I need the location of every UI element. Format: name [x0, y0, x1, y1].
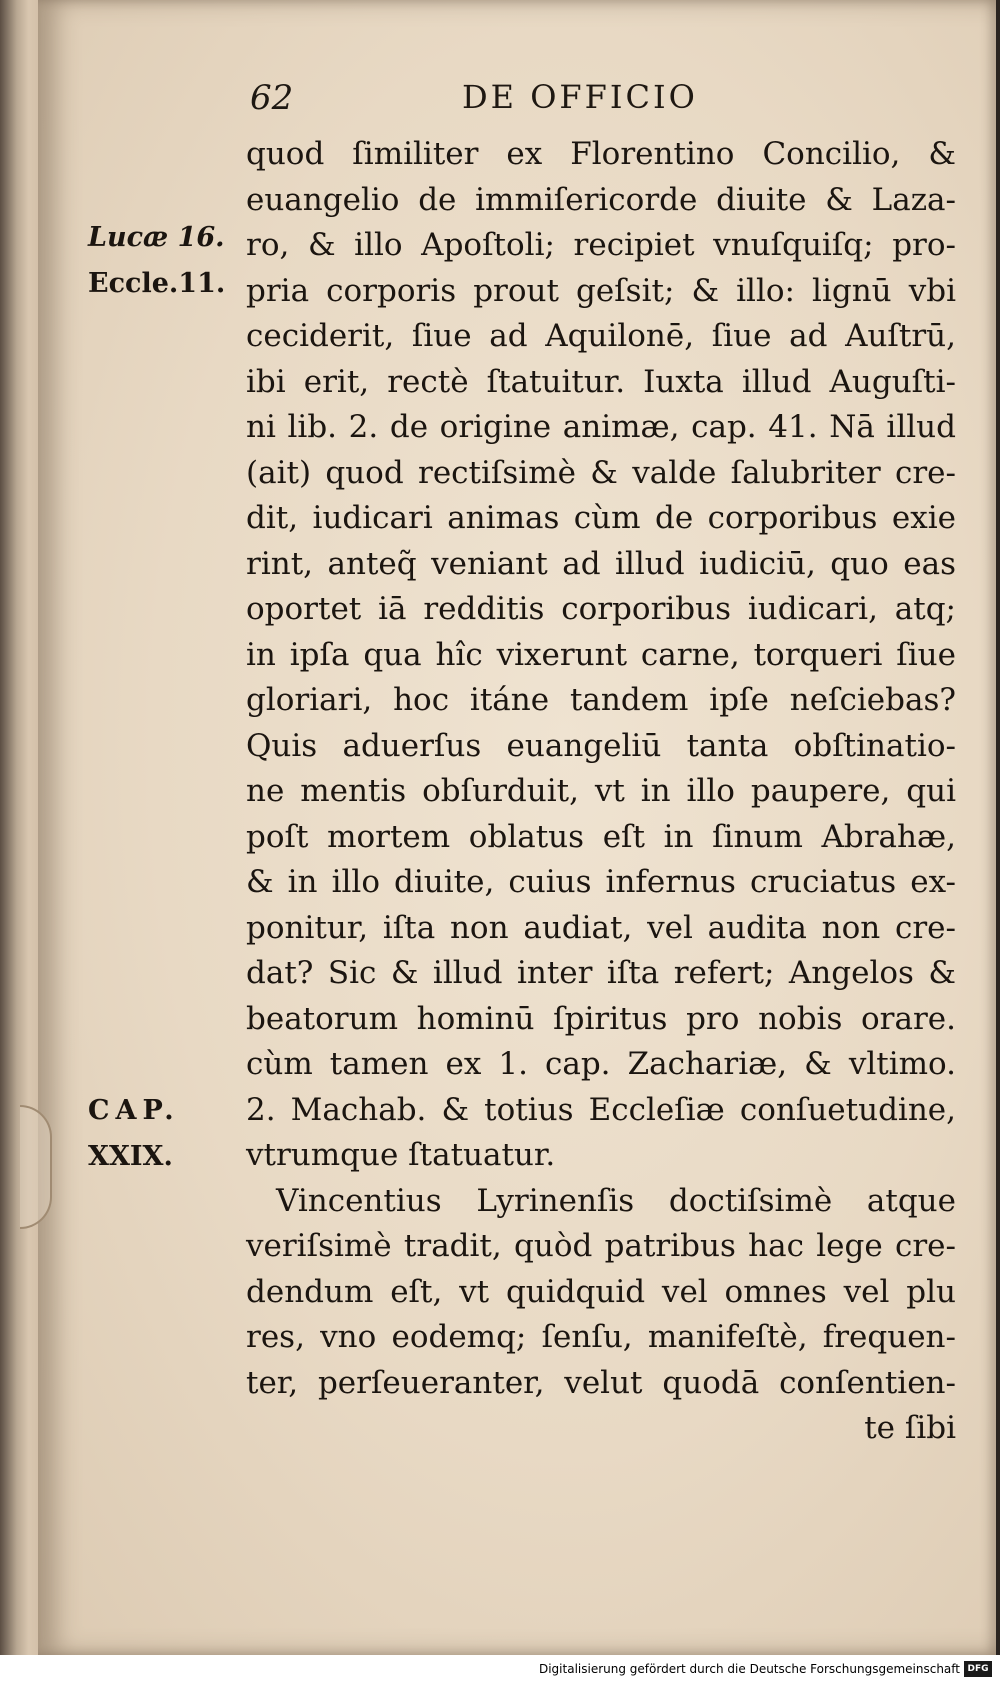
text-line: & in illo diuite, cuius infernus cruciatus ex-	[246, 864, 956, 900]
text-line: res, vno eodemq; ſenſu, manifeſtè, frequen-	[246, 1319, 956, 1355]
text-line: pria corporis prout geſsit; & illo: lignū vbi	[246, 272, 956, 309]
margin-note-lucae: Lucæ 16.	[88, 222, 225, 253]
text-line: ro, & illo Apoſtoli; recipiet vnuſquiſq; pro-	[246, 227, 956, 263]
margin-note-eccle: Eccle.11.	[88, 268, 226, 299]
text-line: in ipſa qua hîc vixerunt carne, torqueri ſiue	[246, 636, 956, 673]
text-line: ibi erit, rectè ſtatuitur. Iuxta illud Auguſti-	[246, 363, 956, 400]
text-line: dendum eſt, vt quidquid vel omnes vel plu	[246, 1273, 956, 1310]
footer-bar	[0, 1655, 1000, 1686]
text-line: dat? Sic & illud inter iſta refert; Angelos &	[246, 955, 956, 991]
margin-note-chapter: CAP.	[88, 1095, 180, 1126]
text-line: vtrumque ſtatuatur.	[246, 1137, 556, 1173]
page-header	[240, 78, 880, 128]
text-line: gloriari, hoc itáne tandem ipſe neſciebas?	[246, 682, 956, 718]
text-line: Vincentius Lyrinenſis doctiſsimè atque	[276, 1182, 956, 1219]
text-line: (ait) quod rectiſsimè & valde ſalubriter cre-	[246, 454, 956, 491]
text-line: ter, perſeueranter, velut quodā conſentien-	[246, 1364, 956, 1401]
text-line: ne mentis obſurduit, vt in illo paupere, qui	[246, 773, 956, 809]
text-line: Quis aduerſus euangeliū tanta obſtinatio-	[246, 727, 956, 764]
margin-note-chapter-number: XXIX.	[88, 1141, 173, 1172]
text-line: veriſsimè tradit, quòd patribus hac lege cre-	[246, 1228, 956, 1264]
text-line: oportet iā redditis corporibus iudicari, atq;	[246, 591, 956, 627]
text-line: beatorum hominū ſpiritus pro nobis orare.	[246, 1000, 956, 1037]
text-line: poſt mortem oblatus eſt in ſinum Abrahæ,	[246, 818, 956, 855]
text-line: dit, iudicari animas cùm de corporibus exie	[246, 500, 956, 536]
running-head: DE OFFICIO	[462, 78, 698, 116]
body-text	[246, 132, 956, 1452]
text-line: 2. Machab. & totius Eccleſiæ conſuetudine,	[246, 1091, 956, 1128]
text-line: cùm tamen ex 1. cap. Zachariæ, & vltimo.	[246, 1046, 956, 1082]
text-line: rint, anteq̃ veniant ad illud iudiciū, quo eas	[246, 545, 956, 582]
text-line: quod ſimiliter ex Florentino Concilio, &	[246, 136, 956, 172]
catchword: te ſibi	[864, 1410, 956, 1446]
dfg-logo-icon: DFG	[964, 1661, 992, 1677]
text-line: ni lib. 2. de origine animæ, cap. 41. Nā illud	[246, 409, 956, 445]
text-line: euangelio de immiſericorde diuite & Laza-	[246, 181, 956, 218]
footer-credit: Digitalisierung gefördert durch die Deutsche Forschungsgemeinschaft	[538, 1662, 960, 1676]
text-line: ceciderit, ſiue ad Aquilonē, ſiue ad Auſtrū,	[246, 318, 956, 354]
text-line: ponitur, iſta non audiat, vel audita non cre-	[246, 909, 956, 946]
folio-number: 62	[250, 78, 294, 118]
page-tab-mark	[20, 1105, 52, 1229]
